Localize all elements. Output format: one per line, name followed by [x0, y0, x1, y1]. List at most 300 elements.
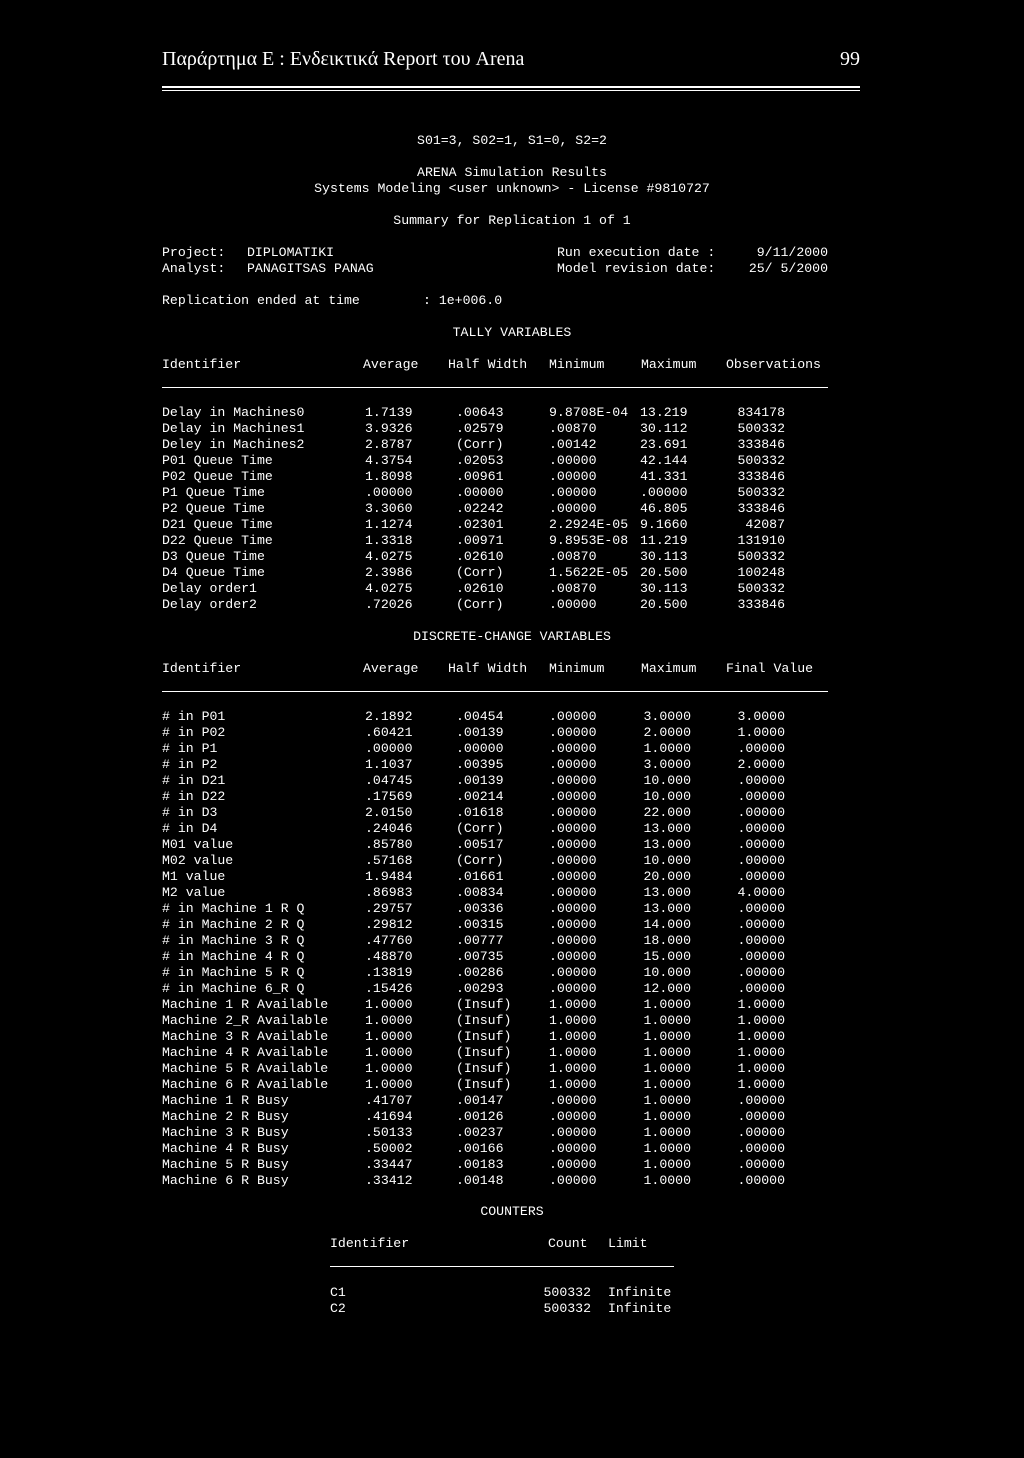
tally-cell-maximum: .00000 [640, 485, 688, 500]
discrete-cell-half-width: (Corr) [456, 853, 504, 868]
discrete-cell-identifier: M02 value [162, 853, 234, 868]
tally-cell-observations: 333846 [737, 437, 785, 452]
tally-cell-maximum: 41.331 [640, 469, 688, 484]
discrete-cell-final-value: .00000 [737, 1141, 785, 1156]
discrete-cell-average: 1.0000 [365, 997, 413, 1012]
discrete-cell-final-value: .00000 [737, 741, 785, 756]
tally-cell-identifier: P2 Queue Time [162, 501, 265, 516]
tally-header-minimum: Minimum [549, 357, 605, 372]
discrete-cell-half-width: .00139 [456, 725, 504, 740]
discrete-row [0, 1013, 1024, 1029]
model-date-label: Model revision date: [557, 261, 716, 276]
discrete-cell-maximum: 20.000 [643, 869, 691, 884]
tally-cell-half-width: .02301 [456, 517, 504, 532]
discrete-cell-identifier: # in Machine 1 R Q [162, 901, 305, 916]
counters-cell-limit: Infinite [608, 1301, 672, 1316]
tally-cell-maximum: 20.500 [640, 597, 688, 612]
tally-cell-identifier: P02 Queue Time [162, 469, 273, 484]
discrete-row [0, 741, 1024, 757]
discrete-cell-minimum: .00000 [549, 1173, 597, 1188]
tally-cell-average: 2.3986 [365, 565, 413, 580]
discrete-cell-half-width: .00166 [456, 1141, 504, 1156]
discrete-cell-half-width: .00148 [456, 1173, 504, 1188]
discrete-cell-half-width: .00126 [456, 1109, 504, 1124]
discrete-cell-identifier: Machine 1 R Busy [162, 1093, 289, 1108]
run-date-label: Run execution date : [557, 245, 716, 260]
discrete-cell-half-width: .00000 [456, 741, 504, 756]
params-line: S01=3, S02=1, S1=0, S2=2 [417, 133, 607, 148]
discrete-cell-half-width: (Insuf) [456, 1045, 512, 1060]
discrete-row [0, 757, 1024, 773]
discrete-cell-identifier: # in Machine 4 R Q [162, 949, 305, 964]
tally-cell-half-width: .00971 [456, 533, 504, 548]
discrete-cell-average: 1.0000 [365, 1029, 413, 1044]
discrete-cell-maximum: 1.0000 [643, 1093, 691, 1108]
discrete-cell-final-value: 1.0000 [737, 1029, 785, 1044]
discrete-row [0, 1173, 1024, 1189]
discrete-header-maximum: Maximum [641, 661, 697, 676]
tally-cell-maximum: 42.144 [640, 453, 688, 468]
discrete-header-final-value: Final Value [726, 661, 814, 676]
discrete-row [0, 821, 1024, 837]
tally-cell-minimum: .00000 [549, 453, 597, 468]
discrete-cell-average: .41694 [365, 1109, 413, 1124]
counters-header-rule [330, 1266, 674, 1267]
tally-cell-average: 4.0275 [365, 581, 413, 596]
discrete-cell-average: .33412 [365, 1173, 413, 1188]
discrete-header-row [0, 661, 1024, 677]
discrete-cell-minimum: .00000 [549, 805, 597, 820]
tally-cell-half-width: .00000 [456, 485, 504, 500]
discrete-cell-half-width: .00834 [456, 885, 504, 900]
tally-cell-maximum: 23.691 [640, 437, 688, 452]
discrete-cell-average: 1.0000 [365, 1045, 413, 1060]
tally-cell-identifier: D22 Queue Time [162, 533, 273, 548]
discrete-cell-minimum: 1.0000 [549, 1077, 597, 1092]
discrete-cell-minimum: .00000 [549, 837, 597, 852]
tally-cell-maximum: 20.500 [640, 565, 688, 580]
counters-row [0, 1285, 1024, 1301]
header-rule-thin [162, 90, 860, 91]
discrete-cell-minimum: .00000 [549, 885, 597, 900]
discrete-cell-maximum: 10.000 [643, 789, 691, 804]
tally-cell-average: .00000 [365, 485, 413, 500]
discrete-cell-identifier: # in Machine 6_R Q [162, 981, 305, 996]
discrete-cell-final-value: 4.0000 [737, 885, 785, 900]
discrete-cell-identifier: Machine 5 R Available [162, 1061, 329, 1076]
discrete-cell-minimum: .00000 [549, 869, 597, 884]
tally-cell-half-width: .00643 [456, 405, 504, 420]
discrete-cell-identifier: Machine 5 R Busy [162, 1157, 289, 1172]
discrete-row [0, 709, 1024, 725]
tally-cell-maximum: 46.805 [640, 501, 688, 516]
discrete-cell-maximum: 22.000 [643, 805, 691, 820]
tally-cell-average: 3.9326 [365, 421, 413, 436]
tally-header-observations: Observations [726, 357, 821, 372]
discrete-cell-final-value: .00000 [737, 789, 785, 804]
discrete-header-average: Average [363, 661, 419, 676]
ended-value: : 1e+006.0 [423, 293, 503, 308]
discrete-row [0, 773, 1024, 789]
discrete-cell-average: 1.0000 [365, 1077, 413, 1092]
tally-cell-minimum: .00000 [549, 501, 597, 516]
discrete-cell-average: .86983 [365, 885, 413, 900]
discrete-cell-maximum: 1.0000 [643, 997, 691, 1012]
discrete-cell-average: .17569 [365, 789, 413, 804]
discrete-cell-half-width: .01661 [456, 869, 504, 884]
tally-cell-identifier: P1 Queue Time [162, 485, 265, 500]
discrete-cell-half-width: (Insuf) [456, 1013, 512, 1028]
project-label: Project: [162, 245, 226, 260]
discrete-row [0, 981, 1024, 997]
discrete-cell-final-value: .00000 [737, 1173, 785, 1188]
discrete-cell-identifier: Machine 3 R Available [162, 1029, 329, 1044]
discrete-row [0, 917, 1024, 933]
discrete-cell-final-value: .00000 [737, 949, 785, 964]
discrete-cell-minimum: .00000 [549, 1157, 597, 1172]
discrete-row [0, 1141, 1024, 1157]
discrete-cell-half-width: .01618 [456, 805, 504, 820]
discrete-cell-minimum: .00000 [549, 917, 597, 932]
discrete-cell-final-value: .00000 [737, 917, 785, 932]
discrete-cell-half-width: .00777 [456, 933, 504, 948]
discrete-cell-identifier: # in Machine 5 R Q [162, 965, 305, 980]
tally-cell-half-width: (Corr) [456, 597, 504, 612]
discrete-row [0, 997, 1024, 1013]
tally-cell-identifier: Delay in Machines1 [162, 421, 305, 436]
counters-cell-count: 500332 [543, 1301, 591, 1316]
discrete-cell-minimum: .00000 [549, 821, 597, 836]
discrete-cell-final-value: .00000 [737, 821, 785, 836]
discrete-cell-average: .15426 [365, 981, 413, 996]
discrete-cell-minimum: .00000 [549, 1093, 597, 1108]
discrete-cell-maximum: 12.000 [643, 981, 691, 996]
discrete-cell-identifier: Machine 6 R Available [162, 1077, 329, 1092]
counters-cell-identifier: C2 [330, 1301, 346, 1316]
tally-cell-maximum: 11.219 [640, 533, 688, 548]
tally-title: TALLY VARIABLES [452, 325, 572, 340]
tally-cell-half-width: (Corr) [456, 565, 504, 580]
discrete-cell-identifier: Machine 2 R Busy [162, 1109, 289, 1124]
discrete-cell-identifier: Machine 6 R Busy [162, 1173, 289, 1188]
discrete-cell-half-width: .00395 [456, 757, 504, 772]
tally-row [0, 437, 1024, 453]
discrete-header-half-width: Half Width [448, 661, 528, 676]
tally-cell-average: 2.8787 [365, 437, 413, 452]
counters-header-row [0, 1236, 1024, 1252]
discrete-cell-final-value: .00000 [737, 965, 785, 980]
discrete-cell-minimum: .00000 [549, 901, 597, 916]
discrete-cell-maximum: 13.000 [643, 901, 691, 916]
tally-cell-identifier: D21 Queue Time [162, 517, 273, 532]
discrete-cell-minimum: .00000 [549, 853, 597, 868]
discrete-cell-minimum: .00000 [549, 949, 597, 964]
discrete-cell-half-width: .00735 [456, 949, 504, 964]
discrete-row [0, 885, 1024, 901]
page-number: 99 [840, 48, 860, 70]
tally-cell-identifier: Deley in Machines2 [162, 437, 305, 452]
discrete-cell-average: .50002 [365, 1141, 413, 1156]
discrete-cell-identifier: M1 value [162, 869, 226, 884]
discrete-cell-minimum: 1.0000 [549, 997, 597, 1012]
tally-cell-identifier: Delay order2 [162, 597, 257, 612]
tally-cell-half-width: .02242 [456, 501, 504, 516]
discrete-cell-maximum: 1.0000 [643, 1125, 691, 1140]
tally-row [0, 565, 1024, 581]
tally-cell-minimum: 2.2924E-05 [549, 517, 629, 532]
discrete-cell-average: .04745 [365, 773, 413, 788]
discrete-cell-minimum: .00000 [549, 757, 597, 772]
counters-header-identifier: Identifier [330, 1236, 410, 1251]
tally-row [0, 501, 1024, 517]
discrete-cell-average: .60421 [365, 725, 413, 740]
counters-title: COUNTERS [480, 1204, 544, 1219]
discrete-cell-half-width: .00147 [456, 1093, 504, 1108]
discrete-cell-maximum: 13.000 [643, 821, 691, 836]
discrete-cell-identifier: Machine 2_R Available [162, 1013, 329, 1028]
tally-cell-minimum: .00870 [549, 549, 597, 564]
discrete-cell-average: .33447 [365, 1157, 413, 1172]
tally-header-identifier: Identifier [162, 357, 242, 372]
discrete-cell-minimum: .00000 [549, 725, 597, 740]
tally-row [0, 533, 1024, 549]
analyst-value: PANAGITSAS PANAG [247, 261, 374, 276]
discrete-cell-average: .24046 [365, 821, 413, 836]
tally-cell-observations: 333846 [737, 597, 785, 612]
discrete-cell-final-value: .00000 [737, 869, 785, 884]
discrete-cell-half-width: .00315 [456, 917, 504, 932]
counters-cell-count: 500332 [543, 1285, 591, 1300]
discrete-cell-half-width: .00336 [456, 901, 504, 916]
tally-cell-identifier: P01 Queue Time [162, 453, 273, 468]
tally-row [0, 421, 1024, 437]
tally-cell-observations: 131910 [737, 533, 785, 548]
discrete-cell-identifier: # in D4 [162, 821, 218, 836]
discrete-cell-final-value: 1.0000 [737, 1045, 785, 1060]
analyst-label: Analyst: [162, 261, 226, 276]
tally-cell-minimum: 9.8708E-04 [549, 405, 629, 420]
discrete-cell-minimum: .00000 [549, 981, 597, 996]
discrete-cell-maximum: 1.0000 [643, 741, 691, 756]
discrete-cell-minimum: .00000 [549, 741, 597, 756]
tally-cell-observations: 500332 [737, 581, 785, 596]
discrete-row [0, 965, 1024, 981]
model-date-value: 25/ 5/2000 [748, 261, 828, 276]
discrete-row [0, 1061, 1024, 1077]
discrete-cell-minimum: .00000 [549, 1109, 597, 1124]
discrete-cell-half-width: (Insuf) [456, 1077, 512, 1092]
discrete-cell-maximum: 1.0000 [643, 1141, 691, 1156]
discrete-cell-half-width: .00286 [456, 965, 504, 980]
discrete-cell-final-value: .00000 [737, 1157, 785, 1172]
discrete-row [0, 1157, 1024, 1173]
tally-row [0, 405, 1024, 421]
tally-cell-observations: 500332 [737, 421, 785, 436]
discrete-cell-minimum: 1.0000 [549, 1061, 597, 1076]
counters-cell-limit: Infinite [608, 1285, 672, 1300]
tally-header-row [0, 357, 1024, 373]
discrete-cell-maximum: 1.0000 [643, 1173, 691, 1188]
discrete-row [0, 901, 1024, 917]
discrete-cell-maximum: 10.000 [643, 773, 691, 788]
tally-cell-minimum: 1.5622E-05 [549, 565, 629, 580]
tally-row [0, 469, 1024, 485]
tally-cell-minimum: 9.8953E-08 [549, 533, 629, 548]
discrete-cell-final-value: 1.0000 [737, 1061, 785, 1076]
discrete-cell-final-value: .00000 [737, 837, 785, 852]
discrete-cell-identifier: # in P2 [162, 757, 218, 772]
tally-cell-identifier: D4 Queue Time [162, 565, 265, 580]
discrete-row [0, 805, 1024, 821]
tally-cell-average: .72026 [365, 597, 413, 612]
tally-cell-minimum: .00870 [549, 421, 597, 436]
discrete-cell-final-value: .00000 [737, 1093, 785, 1108]
counters-header-limit: Limit [608, 1236, 648, 1251]
discrete-cell-half-width: (Insuf) [456, 1061, 512, 1076]
discrete-cell-identifier: # in P02 [162, 725, 226, 740]
page-header [162, 48, 860, 78]
discrete-cell-average: .47760 [365, 933, 413, 948]
discrete-cell-identifier: # in D21 [162, 773, 226, 788]
discrete-row [0, 869, 1024, 885]
discrete-cell-final-value: .00000 [737, 805, 785, 820]
discrete-header-minimum: Minimum [549, 661, 605, 676]
discrete-cell-minimum: .00000 [549, 773, 597, 788]
discrete-cell-maximum: 14.000 [643, 917, 691, 932]
tally-header-average: Average [363, 357, 419, 372]
tally-cell-observations: 333846 [737, 501, 785, 516]
counters-cell-identifier: C1 [330, 1285, 346, 1300]
discrete-row [0, 1093, 1024, 1109]
discrete-cell-average: 2.0150 [365, 805, 413, 820]
discrete-row [0, 853, 1024, 869]
tally-row [0, 581, 1024, 597]
tally-row [0, 549, 1024, 565]
discrete-row [0, 837, 1024, 853]
tally-cell-minimum: .00142 [549, 437, 597, 452]
discrete-cell-half-width: .00214 [456, 789, 504, 804]
discrete-cell-identifier: Machine 4 R Busy [162, 1141, 289, 1156]
discrete-cell-final-value: 1.0000 [737, 1077, 785, 1092]
discrete-cell-half-width: (Insuf) [456, 1029, 512, 1044]
discrete-cell-average: 1.0000 [365, 1013, 413, 1028]
discrete-cell-final-value: .00000 [737, 981, 785, 996]
discrete-row [0, 933, 1024, 949]
discrete-cell-maximum: 13.000 [643, 885, 691, 900]
discrete-cell-maximum: 1.0000 [643, 1013, 691, 1028]
discrete-cell-minimum: 1.0000 [549, 1029, 597, 1044]
discrete-cell-half-width: .00293 [456, 981, 504, 996]
tally-header-maximum: Maximum [641, 357, 697, 372]
tally-cell-identifier: Delay in Machines0 [162, 405, 305, 420]
discrete-cell-average: .00000 [365, 741, 413, 756]
discrete-cell-maximum: 3.0000 [643, 757, 691, 772]
discrete-cell-half-width: .00517 [456, 837, 504, 852]
tally-cell-observations: 500332 [737, 485, 785, 500]
discrete-cell-average: .13819 [365, 965, 413, 980]
tally-cell-average: 1.3318 [365, 533, 413, 548]
discrete-cell-minimum: .00000 [549, 965, 597, 980]
tally-cell-minimum: .00870 [549, 581, 597, 596]
discrete-cell-minimum: .00000 [549, 709, 597, 724]
discrete-cell-maximum: 1.0000 [643, 1109, 691, 1124]
discrete-cell-minimum: 1.0000 [549, 1045, 597, 1060]
discrete-cell-identifier: M01 value [162, 837, 234, 852]
discrete-cell-minimum: .00000 [549, 933, 597, 948]
discrete-title: DISCRETE-CHANGE VARIABLES [413, 629, 611, 644]
discrete-cell-identifier: Machine 3 R Busy [162, 1125, 289, 1140]
discrete-cell-maximum: 2.0000 [643, 725, 691, 740]
tally-cell-half-width: (Corr) [456, 437, 504, 452]
ended-label: Replication ended at time [162, 293, 360, 308]
tally-cell-average: 3.3060 [365, 501, 413, 516]
summary-line: Summary for Replication 1 of 1 [393, 213, 631, 228]
discrete-header-identifier: Identifier [162, 661, 242, 676]
tally-cell-observations: 500332 [737, 453, 785, 468]
discrete-cell-maximum: 18.000 [643, 933, 691, 948]
tally-cell-half-width: .00961 [456, 469, 504, 484]
discrete-cell-minimum: .00000 [549, 1125, 597, 1140]
discrete-cell-maximum: 1.0000 [643, 1077, 691, 1092]
tally-cell-observations: 333846 [737, 469, 785, 484]
discrete-cell-identifier: Machine 1 R Available [162, 997, 329, 1012]
discrete-cell-final-value: .00000 [737, 933, 785, 948]
discrete-cell-average: .29812 [365, 917, 413, 932]
tally-cell-half-width: .02579 [456, 421, 504, 436]
discrete-cell-average: .85780 [365, 837, 413, 852]
tally-cell-observations: 500332 [737, 549, 785, 564]
discrete-cell-maximum: 10.000 [643, 965, 691, 980]
discrete-cell-maximum: 3.0000 [643, 709, 691, 724]
discrete-cell-maximum: 1.0000 [643, 1029, 691, 1044]
discrete-row [0, 1109, 1024, 1125]
tally-header-rule [162, 387, 828, 388]
tally-cell-half-width: .02053 [456, 453, 504, 468]
discrete-cell-average: .29757 [365, 901, 413, 916]
discrete-cell-average: 1.9484 [365, 869, 413, 884]
tally-cell-identifier: D3 Queue Time [162, 549, 265, 564]
tally-cell-observations: 100248 [737, 565, 785, 580]
header-rule [162, 86, 860, 88]
tally-cell-half-width: .02610 [456, 581, 504, 596]
tally-row [0, 597, 1024, 613]
tally-header-half-width: Half Width [448, 357, 528, 372]
discrete-cell-final-value: 3.0000 [737, 709, 785, 724]
counters-row [0, 1301, 1024, 1317]
discrete-cell-half-width: .00454 [456, 709, 504, 724]
discrete-cell-maximum: 13.000 [643, 837, 691, 852]
tally-cell-maximum: 9.1660 [640, 517, 688, 532]
tally-cell-observations: 42087 [745, 517, 785, 532]
discrete-cell-final-value: .00000 [737, 901, 785, 916]
discrete-cell-identifier: Machine 4 R Available [162, 1045, 329, 1060]
tally-cell-minimum: .00000 [549, 597, 597, 612]
discrete-cell-final-value: 1.0000 [737, 997, 785, 1012]
counters-header-count: Count [548, 1236, 588, 1251]
tally-cell-average: 1.7139 [365, 405, 413, 420]
tally-cell-maximum: 30.112 [640, 421, 688, 436]
tally-cell-minimum: .00000 [549, 485, 597, 500]
tally-cell-maximum: 30.113 [640, 549, 688, 564]
discrete-cell-final-value: .00000 [737, 773, 785, 788]
discrete-cell-identifier: # in P1 [162, 741, 218, 756]
discrete-cell-minimum: 1.0000 [549, 1013, 597, 1028]
discrete-cell-average: .50133 [365, 1125, 413, 1140]
discrete-cell-half-width: .00237 [456, 1125, 504, 1140]
discrete-cell-average: .57168 [365, 853, 413, 868]
tally-row [0, 517, 1024, 533]
tally-cell-half-width: .02610 [456, 549, 504, 564]
